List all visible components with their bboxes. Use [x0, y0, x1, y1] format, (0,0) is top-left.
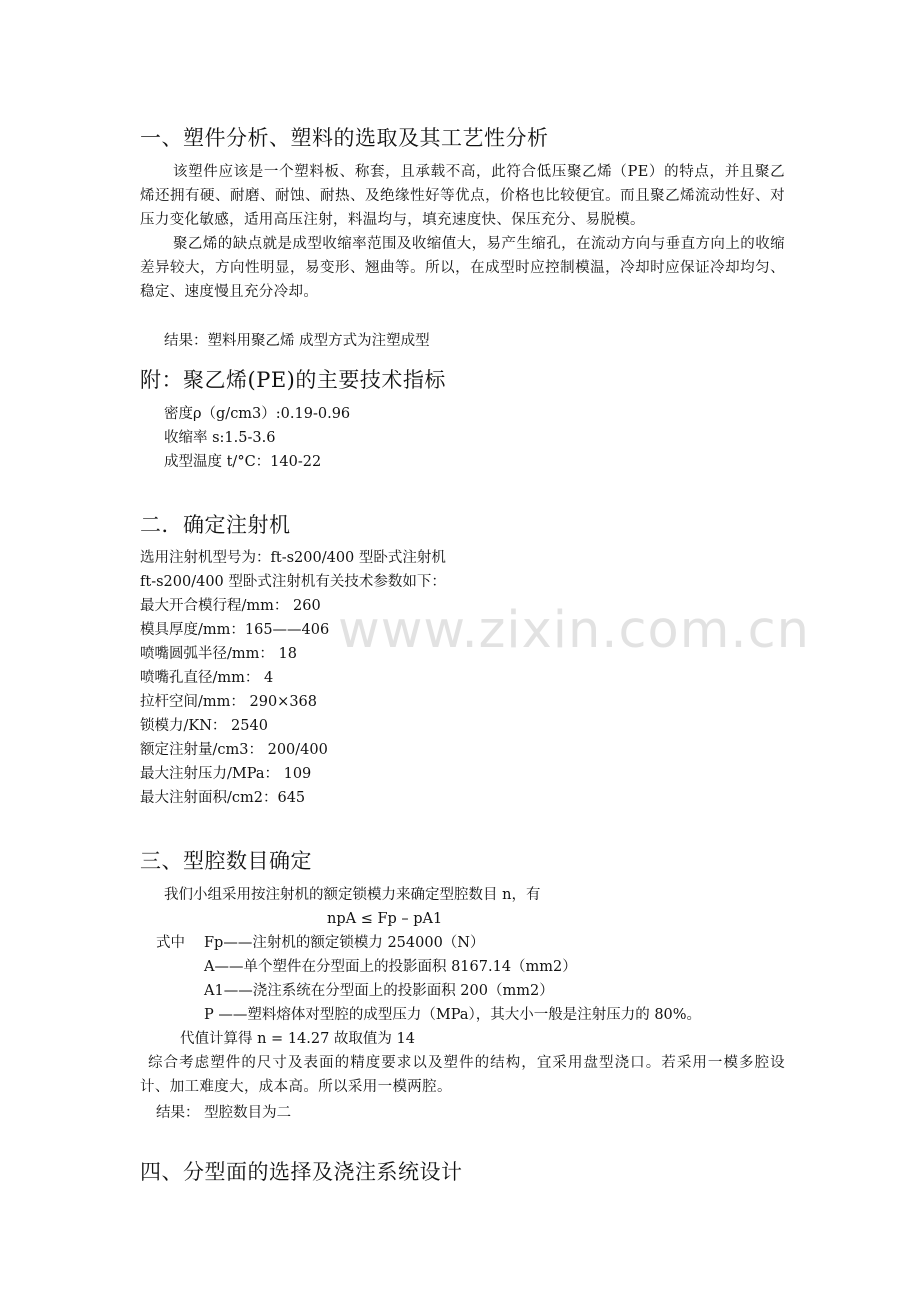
- section2-line: 最大开合模行程/mm： 260: [140, 598, 321, 614]
- section3-intro: 我们小组采用按注射机的额定锁模力来确定型腔数目 n，有: [164, 887, 541, 903]
- section2-line: 喷嘴圆弧半径/mm： 18: [140, 646, 297, 662]
- section3-heading: 三、型腔数目确定: [140, 849, 312, 873]
- section2-line: 拉杆空间/mm： 290×368: [140, 694, 317, 710]
- section1-paragraph-2: [140, 232, 785, 304]
- section3-summary: [140, 1051, 785, 1099]
- appendix-density: 密度ρ（g/cm3）:0.19-0.96: [164, 406, 351, 422]
- section3-def-p: P ——塑料熔体对型腔的成型压力（MPa），其大小一般是注射压力的 80%。: [204, 1007, 702, 1023]
- appendix-heading: 附：聚乙烯(PE)的主要技术指标: [140, 368, 446, 392]
- section3-def-fp: Fp——注射机的额定锁模力 254000（N）: [204, 935, 485, 951]
- section2-line: 模具厚度/mm：165——406: [140, 622, 330, 638]
- section3-where-label: 式中: [156, 935, 185, 951]
- watermark: www.zixin.com.cn: [338, 601, 810, 660]
- section2-line: 最大注射面积/cm2：645: [140, 790, 306, 806]
- appendix-temperature: 成型温度 t/°C：140-22: [164, 454, 322, 470]
- section2-line: 最大注射压力/MPa： 109: [140, 766, 312, 782]
- section2-line: 额定注射量/cm3： 200/400: [140, 742, 328, 758]
- section2-line: 喷嘴孔直径/mm： 4: [140, 670, 274, 686]
- section1-paragraph-2-text: 聚乙烯的缺点就是成型收缩率范围及收缩值大，易产生缩孔，在流动方向与垂直方向上的收缩差异较大，方向性明显，易变形、翘曲等。所以，在成型时应控制模温，冷却时应保证冷却均匀、稳定、速度慢且充分冷却。: [140, 236, 785, 300]
- section1-result: 结果：塑料用聚乙烯 成型方式为注塑成型: [164, 333, 430, 349]
- section3-calc: 代值计算得 n = 14.27 故取值为 14: [180, 1031, 415, 1047]
- section2-line: 锁模力/KN： 2540: [140, 718, 268, 734]
- section3-result: 结果： 型腔数目为二: [156, 1105, 292, 1121]
- section2-line: ft-s200/400 型卧式注射机有关技术参数如下：: [140, 574, 446, 590]
- section1-paragraph-1: [140, 160, 785, 232]
- section3-formula: npA ≤ Fp – pA1: [327, 911, 443, 927]
- section3-def-a: A——单个塑件在分型面上的投影面积 8167.14（mm2）: [204, 959, 577, 975]
- section3-def-a1: A1——浇注系统在分型面上的投影面积 200（mm2）: [204, 983, 554, 999]
- section3-summary-text: 综合考虑塑件的尺寸及表面的精度要求以及塑件的结构，宜采用盘型浇口。若采用一模多腔设计、加工难度大，成本高。所以采用一模两腔。: [140, 1055, 785, 1095]
- section4-heading: 四、分型面的选择及浇注系统设计: [140, 1160, 463, 1184]
- appendix-shrinkage: 收缩率 s:1.5-3.6: [164, 430, 276, 446]
- section1-heading: 一、塑件分析、塑料的选取及其工艺性分析: [140, 126, 549, 150]
- section2-heading: 二．确定注射机: [140, 513, 291, 537]
- section2-line: 选用注射机型号为：ft-s200/400 型卧式注射机: [140, 550, 446, 566]
- section1-paragraph-1-text: 该塑件应该是一个塑料板、称套，且承载不高，此符合低压聚乙烯（PE）的特点，并且聚乙烯还拥有硬、耐磨、耐蚀、耐热、及绝缘性好等优点，价格也比较便宜。而且聚乙烯流动性好、对压力变化敏感，适用高压注射，料温均与，填充速度快、保压充分、易脱模。: [140, 164, 785, 228]
